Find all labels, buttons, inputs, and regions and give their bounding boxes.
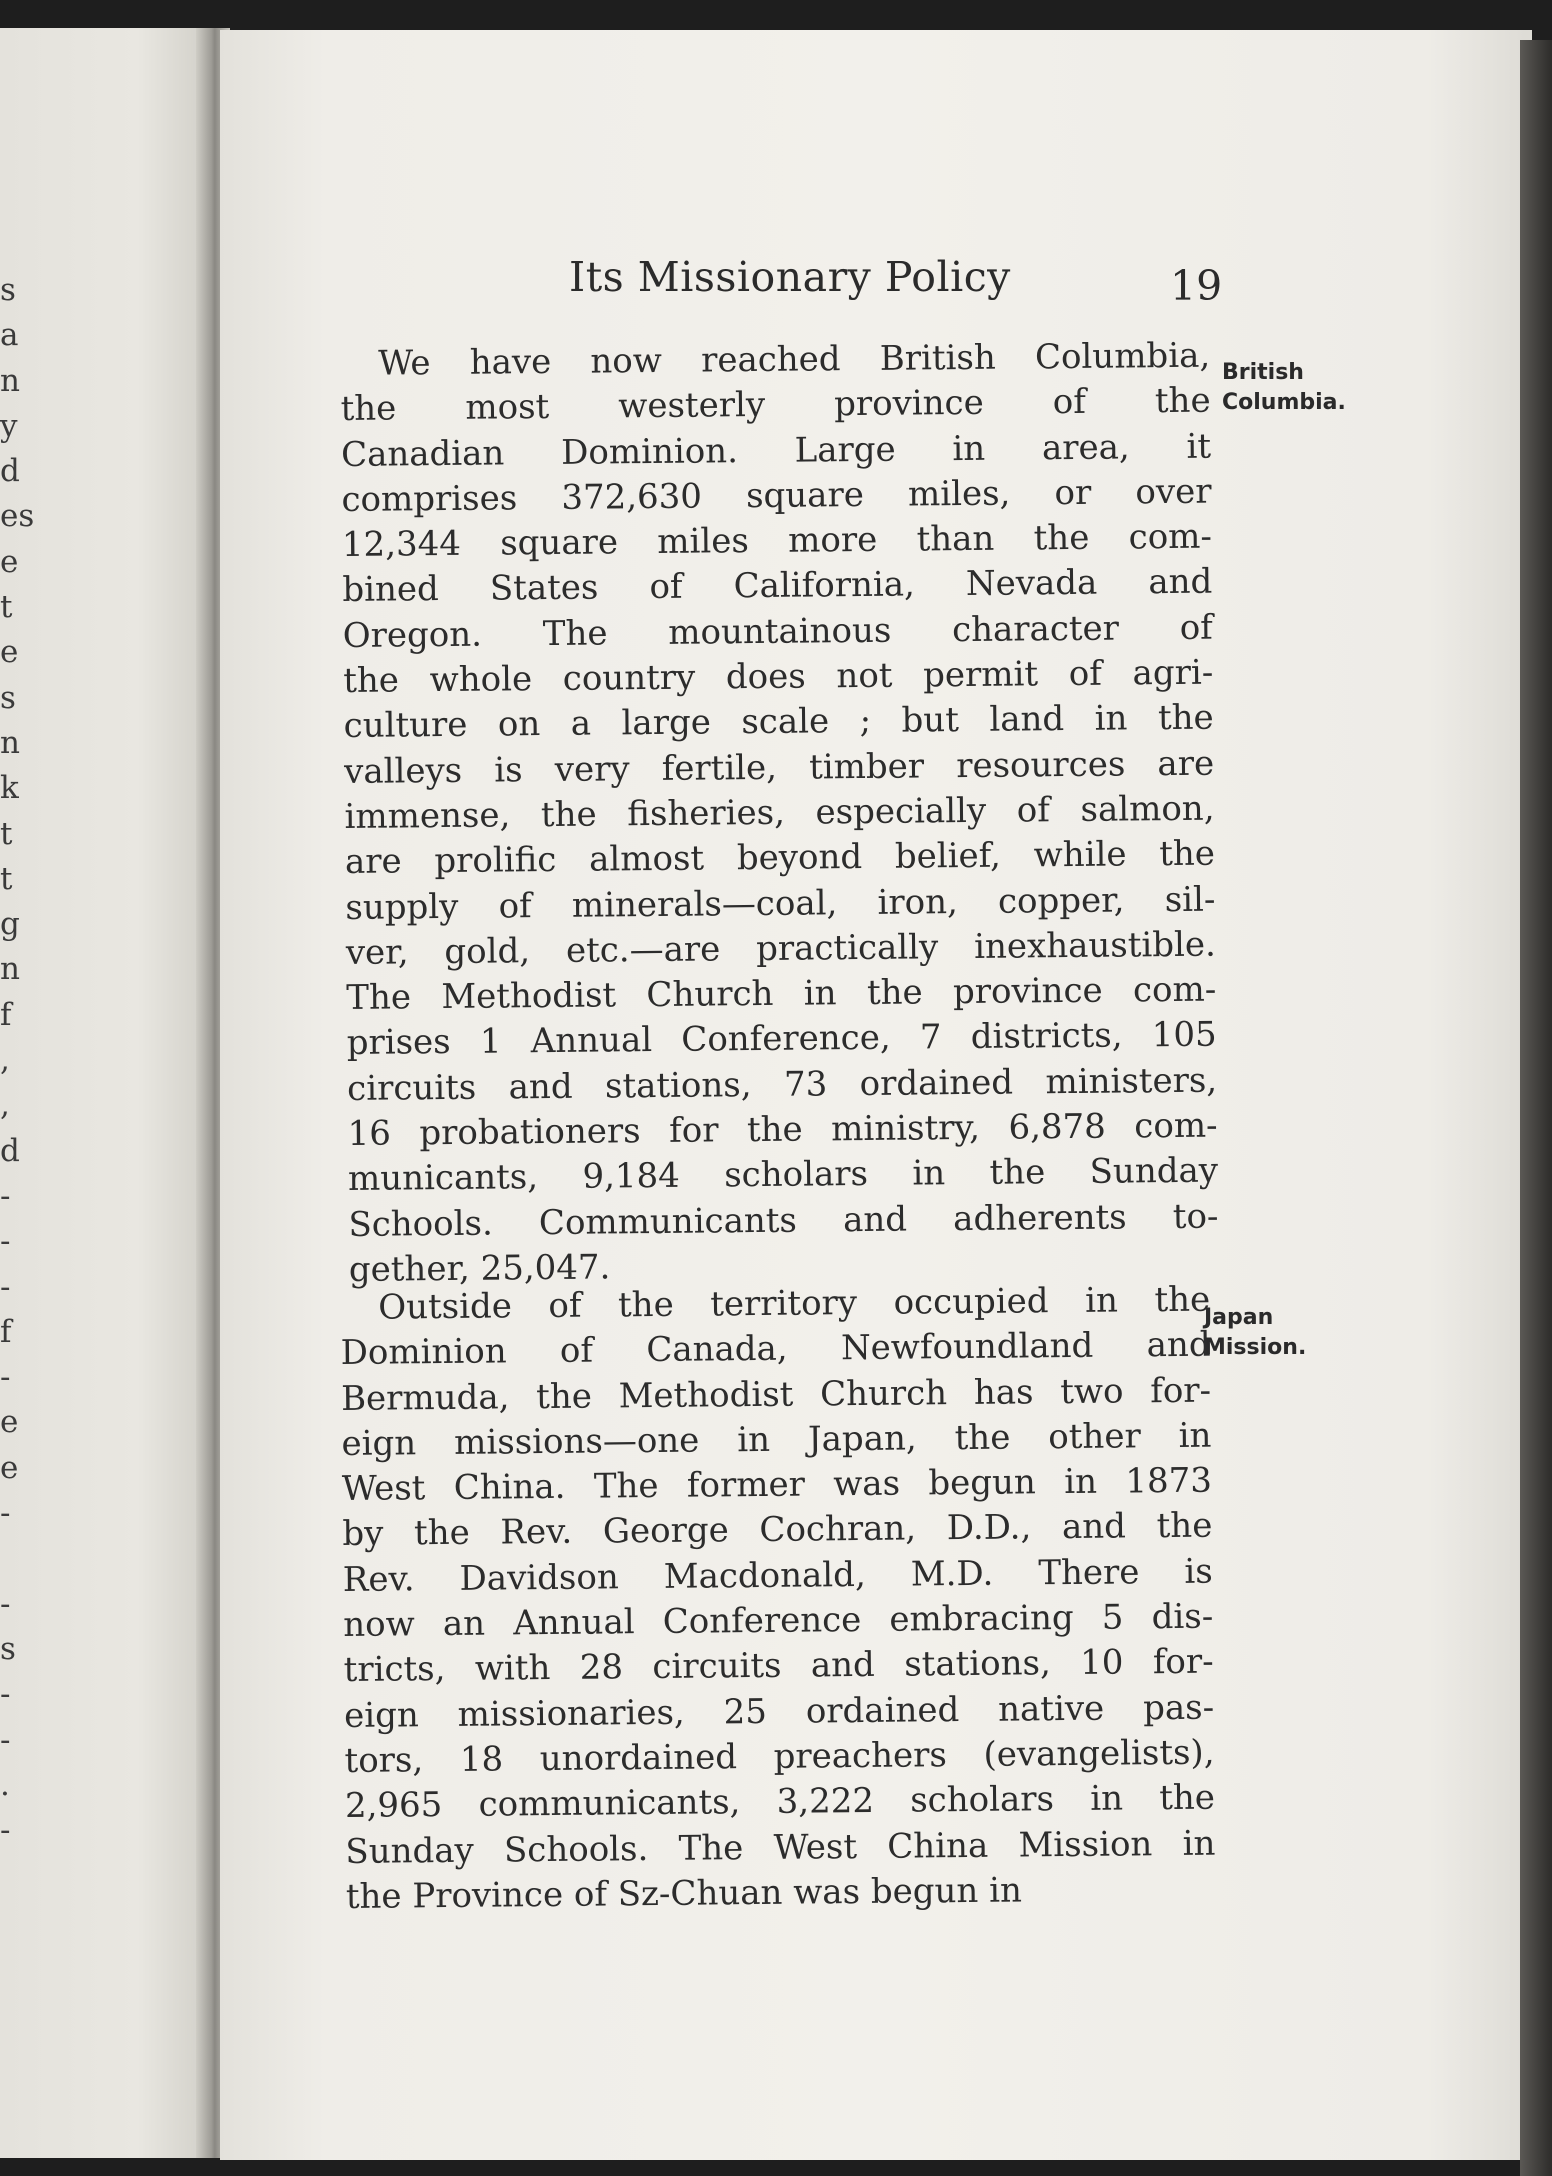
margin-fragment: f: [0, 1313, 12, 1350]
text-line: eign missions—one in Japan, the other in: [341, 1415, 1212, 1464]
margin-fragment: [0, 1536, 30, 1581]
text-line: the most westerly province of the: [340, 380, 1211, 430]
sidenote-line: Mission.: [1204, 1335, 1307, 1360]
paragraph-british-columbia: [340, 334, 1219, 1294]
text-line: Sunday Schools. The West China Mission in: [345, 1823, 1216, 1872]
margin-fragment: f: [0, 996, 12, 1033]
text-line: The Methodist Church in the province com-: [346, 969, 1217, 1019]
margin-fragment: -: [0, 1359, 11, 1396]
margin-fragment: g: [0, 906, 20, 943]
text-line: tors, 18 unordained preachers (evangelists),: [344, 1732, 1215, 1781]
text-line: now an Annual Conference embracing 5 dis-: [343, 1596, 1214, 1646]
text-line: Canadian Dominion. Large in area, it: [340, 426, 1212, 475]
margin-fragment: -: [0, 1268, 11, 1305]
margin-fragment: -: [0, 1585, 11, 1622]
text-line: 12,344 square miles more than the com-: [341, 516, 1213, 566]
page-number: 19: [1170, 262, 1223, 310]
margin-fragment: n: [0, 951, 20, 988]
sidenote-japan-mission: [1204, 1303, 1306, 1363]
sidenote-british-columbia: [1222, 358, 1346, 418]
page-edge-shadow: [1520, 40, 1552, 2176]
text-line: bined States of California, Nevada and: [342, 562, 1213, 611]
sidenote-line: Columbia.: [1222, 390, 1346, 415]
text-line: ver, gold, etc.—are practically inexhaustible.: [345, 924, 1217, 973]
margin-fragment: n: [0, 362, 20, 399]
margin-fragment: t: [0, 815, 13, 852]
text-line: 16 probationers for the ministry, 6,878 com-: [347, 1105, 1218, 1155]
text-line: municants, 9,184 scholars in the Sunday: [347, 1150, 1219, 1200]
margin-fragment: -: [0, 1223, 11, 1260]
text-line: the whole country does not permit of agri-: [343, 652, 1214, 702]
margin-fragment: -: [0, 1495, 11, 1532]
text-line: gether, 25,047.: [348, 1247, 611, 1290]
margin-fragment: e: [0, 543, 19, 580]
margin-fragment: a: [0, 317, 19, 354]
text-line: the Province of Sz-Chuan was begun in: [345, 1870, 1023, 1917]
running-head: Its Missionary Policy: [569, 253, 1011, 301]
text-line: comprises 372,630 square miles, or over: [341, 471, 1212, 520]
text-line: 2,965 communicants, 3,222 scholars in the: [344, 1777, 1216, 1827]
margin-fragment: s: [0, 679, 16, 716]
text-line: circuits and stations, 73 ordained ministers,: [346, 1060, 1218, 1109]
margin-fragment: -: [0, 1177, 11, 1214]
margin-fragment: s: [0, 1630, 16, 1667]
paragraph-japan-mission: [340, 1278, 1216, 1920]
sidenote-line: Japan: [1204, 1305, 1274, 1330]
margin-fragment: es: [0, 498, 35, 535]
margin-fragment: k: [0, 770, 19, 807]
margin-fragment: -: [0, 1721, 11, 1758]
margin-fragment: e: [0, 1449, 19, 1486]
margin-fragment: ,: [0, 1087, 10, 1124]
margin-fragment: -: [0, 1676, 11, 1713]
text-line: We have now reached British Columbia,: [378, 335, 1211, 384]
text-line: Schools. Communicants and adherents to-: [348, 1196, 1219, 1245]
text-line: immense, the fisheries, especially of salmon,: [344, 788, 1215, 837]
margin-fragment: d: [0, 453, 20, 490]
margin-fragment: ,: [0, 1042, 10, 1079]
text-line: tricts, with 28 circuits and stations, 10 for-: [343, 1642, 1214, 1691]
text-line: supply of minerals—coal, iron, copper, sil-: [345, 879, 1216, 928]
margin-fragment: .: [0, 1766, 10, 1803]
text-line: culture on a large scale ; but land in the: [343, 698, 1214, 747]
text-line: eign missionaries, 25 ordained native pas-: [343, 1687, 1215, 1736]
margin-fragment: d: [0, 1132, 20, 1169]
margin-fragment: e: [0, 634, 19, 671]
text-line: Dominion of Canada, Newfoundland and: [340, 1324, 1211, 1374]
margin-fragment: s: [0, 272, 16, 308]
text-line: West China. The former was begun in 1873: [341, 1460, 1213, 1510]
margin-fragment: t: [0, 860, 13, 897]
text-line: prises 1 Annual Conference, 7 districts, 105: [346, 1015, 1217, 1064]
previous-page-edge-fragments: [0, 268, 35, 1853]
text-line: valleys is very fertile, timber resources are: [343, 743, 1215, 792]
margin-fragment: e: [0, 1404, 19, 1441]
margin-fragment: -: [0, 1812, 11, 1849]
sidenote-line: British: [1222, 360, 1304, 385]
text-line: Rev. Davidson Macdonald, M.D. There is: [342, 1551, 1213, 1600]
text-line: Oregon. The mountainous character of: [342, 607, 1213, 656]
margin-fragment: y: [0, 407, 18, 444]
margin-fragment: t: [0, 589, 13, 626]
text-line: are prolific almost beyond belief, while the: [344, 833, 1216, 883]
margin-fragment: n: [0, 724, 20, 761]
text-line: Bermuda, the Methodist Church has two for-: [340, 1370, 1212, 1419]
text-line: Outside of the territory occupied in the: [378, 1279, 1211, 1328]
text-line: by the Rev. George Cochran, D.D., and the: [342, 1506, 1213, 1555]
